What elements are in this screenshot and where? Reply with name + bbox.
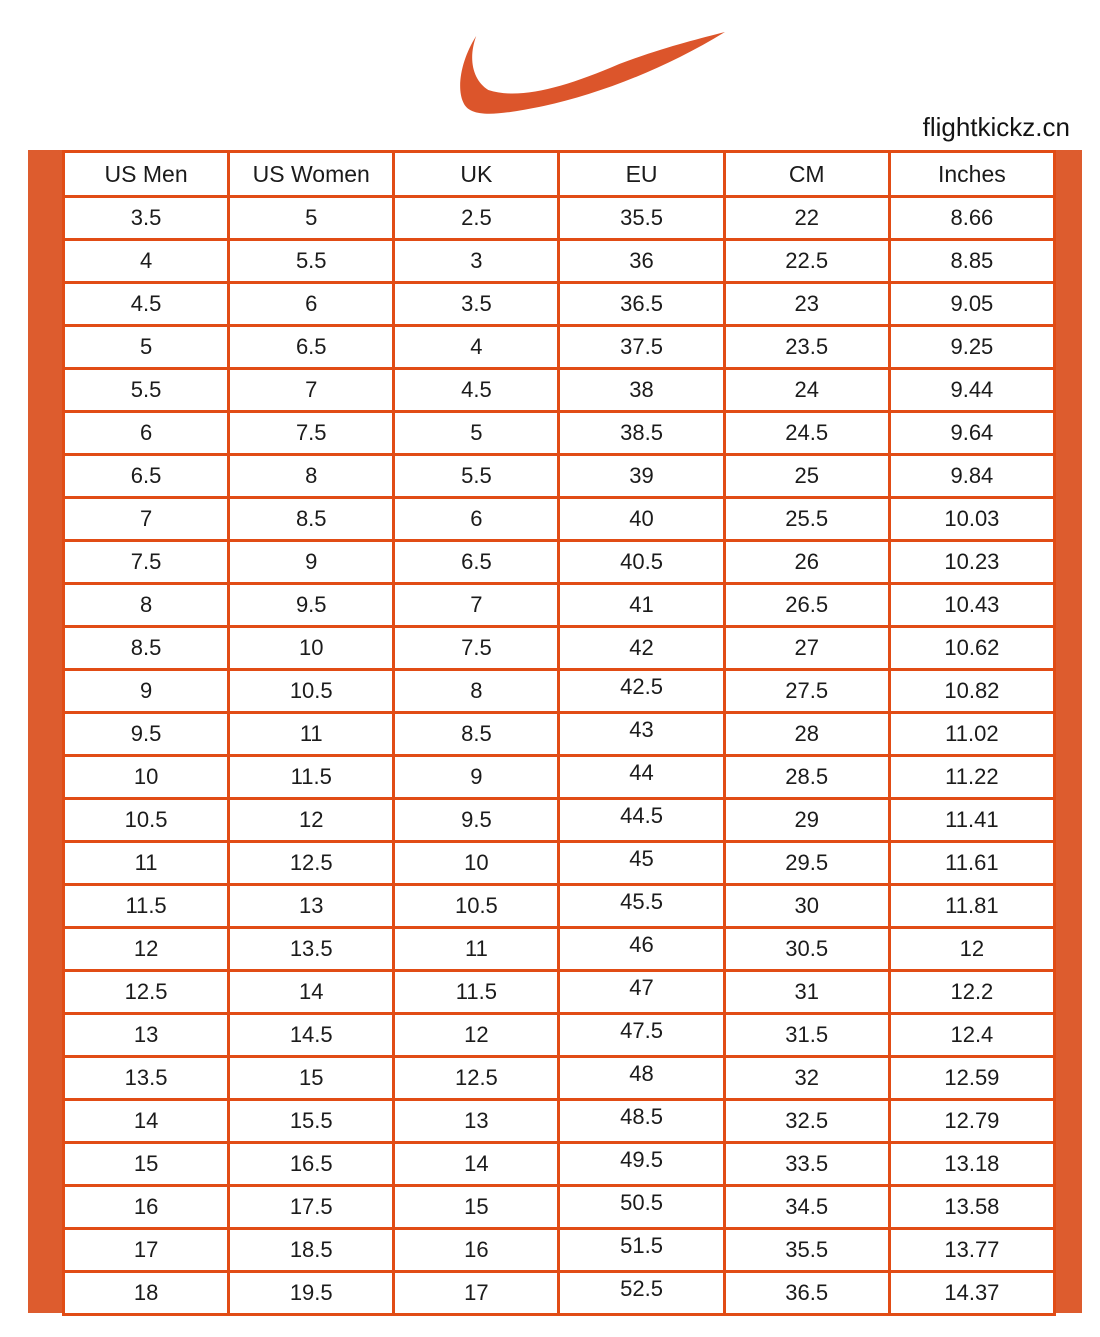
- table-cell: 16: [64, 1186, 229, 1229]
- table-cell: 14: [394, 1143, 559, 1186]
- table-cell: 16: [394, 1229, 559, 1272]
- table-cell: 8.5: [229, 498, 394, 541]
- table-cell: 12.4: [889, 1014, 1054, 1057]
- table-row: [64, 1229, 1055, 1272]
- table-cell: 27.5: [724, 670, 889, 713]
- table-cell: 6.5: [64, 455, 229, 498]
- table-cell: 10.5: [394, 885, 559, 928]
- table-row: [64, 584, 1055, 627]
- table-cell: 5.5: [64, 369, 229, 412]
- table-cell: 7.5: [229, 412, 394, 455]
- left-accent-band: [28, 150, 62, 1313]
- table-cell: 15.5: [229, 1100, 394, 1143]
- table-cell: 25: [724, 455, 889, 498]
- table-cell: 10.23: [889, 541, 1054, 584]
- table-cell: 11.61: [889, 842, 1054, 885]
- table-cell: 18.5: [229, 1229, 394, 1272]
- table-cell: 30: [724, 885, 889, 928]
- table-cell: 28.5: [724, 756, 889, 799]
- table-cell: 13: [394, 1100, 559, 1143]
- table-cell: 4: [394, 326, 559, 369]
- table-cell: 11.41: [889, 799, 1054, 842]
- table-cell: 10: [64, 756, 229, 799]
- table-cell: 40.5: [559, 541, 724, 584]
- table-cell: 24: [724, 369, 889, 412]
- table-cell: 4.5: [64, 283, 229, 326]
- table-row: [64, 971, 1055, 1014]
- table-cell: 8: [394, 670, 559, 713]
- table-row: [64, 1057, 1055, 1100]
- table-cell: 33.5: [724, 1143, 889, 1186]
- table-cell: 38: [559, 369, 724, 412]
- table-cell: 46: [559, 928, 724, 971]
- table-cell: 8.66: [889, 197, 1054, 240]
- table-cell: 11.81: [889, 885, 1054, 928]
- table-cell: 6.5: [229, 326, 394, 369]
- table-cell: 11: [229, 713, 394, 756]
- table-cell: 36: [559, 240, 724, 283]
- table-cell: 29: [724, 799, 889, 842]
- table-row: [64, 412, 1055, 455]
- table-cell: 41: [559, 584, 724, 627]
- column-header: Inches: [889, 152, 1054, 197]
- table-cell: 39: [559, 455, 724, 498]
- table-cell: 12.5: [64, 971, 229, 1014]
- table-cell: 3: [394, 240, 559, 283]
- table-row: [64, 1186, 1055, 1229]
- table-cell: 25.5: [724, 498, 889, 541]
- table-cell: 2.5: [394, 197, 559, 240]
- table-row: [64, 842, 1055, 885]
- column-header: UK: [394, 152, 559, 197]
- table-cell: 11.5: [64, 885, 229, 928]
- table-cell: 26: [724, 541, 889, 584]
- table-row: [64, 1100, 1055, 1143]
- table-cell: 11.22: [889, 756, 1054, 799]
- table-cell: 12: [889, 928, 1054, 971]
- table-cell: 5: [229, 197, 394, 240]
- table-row: [64, 627, 1055, 670]
- table-cell: 9.84: [889, 455, 1054, 498]
- table-row: [64, 541, 1055, 584]
- table-cell: 9.5: [229, 584, 394, 627]
- table-cell: 34.5: [724, 1186, 889, 1229]
- table-cell: 13.5: [64, 1057, 229, 1100]
- table-cell: 24.5: [724, 412, 889, 455]
- table-row: [64, 240, 1055, 283]
- table-cell: 14: [64, 1100, 229, 1143]
- table-cell: 14.5: [229, 1014, 394, 1057]
- table-cell: 18: [64, 1272, 229, 1315]
- table-row: [64, 197, 1055, 240]
- table-cell: 12.5: [394, 1057, 559, 1100]
- table-row: [64, 885, 1055, 928]
- table-cell: 31: [724, 971, 889, 1014]
- table-cell: 51.5: [559, 1229, 724, 1272]
- table-cell: 36.5: [559, 283, 724, 326]
- table-cell: 11: [64, 842, 229, 885]
- table-cell: 12: [394, 1014, 559, 1057]
- table-row: [64, 1272, 1055, 1315]
- watermark-text: flightkickz.cn: [922, 112, 1070, 142]
- table-cell: 4.5: [394, 369, 559, 412]
- table-cell: 9: [394, 756, 559, 799]
- table-cell: 10.62: [889, 627, 1054, 670]
- table-cell: 11.02: [889, 713, 1054, 756]
- table-cell: 30.5: [724, 928, 889, 971]
- nike-logo: [448, 24, 730, 124]
- table-cell: 47: [559, 971, 724, 1014]
- table-cell: 42: [559, 627, 724, 670]
- table-cell: 9.5: [64, 713, 229, 756]
- table-cell: 31.5: [724, 1014, 889, 1057]
- table-cell: 13: [64, 1014, 229, 1057]
- table-cell: 29.5: [724, 842, 889, 885]
- table-cell: 7: [394, 584, 559, 627]
- table-cell: 9.44: [889, 369, 1054, 412]
- table-row: [64, 799, 1055, 842]
- table-row: [64, 1143, 1055, 1186]
- table-cell: 4: [64, 240, 229, 283]
- table-cell: 13.5: [229, 928, 394, 971]
- table-cell: 23: [724, 283, 889, 326]
- table-cell: 17: [64, 1229, 229, 1272]
- table-cell: 6: [229, 283, 394, 326]
- table-cell: 12: [64, 928, 229, 971]
- table-cell: 10: [229, 627, 394, 670]
- table-cell: 5: [394, 412, 559, 455]
- table-cell: 11.5: [394, 971, 559, 1014]
- table-row: [64, 498, 1055, 541]
- table-cell: 3.5: [64, 197, 229, 240]
- table-row: [64, 713, 1055, 756]
- table-cell: 9: [64, 670, 229, 713]
- table-cell: 10.5: [64, 799, 229, 842]
- table-cell: 16.5: [229, 1143, 394, 1186]
- table-cell: 9: [229, 541, 394, 584]
- column-header: CM: [724, 152, 889, 197]
- table-row: [64, 369, 1055, 412]
- table-cell: 12.79: [889, 1100, 1054, 1143]
- table-cell: 9.64: [889, 412, 1054, 455]
- table-cell: 15: [229, 1057, 394, 1100]
- table-cell: 10.5: [229, 670, 394, 713]
- table-row: [64, 670, 1055, 713]
- table-cell: 49.5: [559, 1143, 724, 1186]
- table-cell: 28: [724, 713, 889, 756]
- table-cell: 32: [724, 1057, 889, 1100]
- table-cell: 26.5: [724, 584, 889, 627]
- table-cell: 10: [394, 842, 559, 885]
- table-cell: 52.5: [559, 1272, 724, 1315]
- table-cell: 43: [559, 713, 724, 756]
- size-chart: [28, 150, 1082, 1313]
- table-cell: 45.5: [559, 885, 724, 928]
- table-row: [64, 283, 1055, 326]
- table-row: [64, 455, 1055, 498]
- table-cell: 50.5: [559, 1186, 724, 1229]
- table-cell: 7.5: [64, 541, 229, 584]
- table-cell: 32.5: [724, 1100, 889, 1143]
- table-cell: 42.5: [559, 670, 724, 713]
- table-row: [64, 326, 1055, 369]
- table-cell: 6: [394, 498, 559, 541]
- table-cell: 9.05: [889, 283, 1054, 326]
- table-cell: 11.5: [229, 756, 394, 799]
- table-cell: 47.5: [559, 1014, 724, 1057]
- table-cell: 22: [724, 197, 889, 240]
- table-cell: 37.5: [559, 326, 724, 369]
- size-table: [62, 150, 1056, 1316]
- table-cell: 35.5: [724, 1229, 889, 1272]
- column-header: US Men: [64, 152, 229, 197]
- table-cell: 13.58: [889, 1186, 1054, 1229]
- table-cell: 9.5: [394, 799, 559, 842]
- table-cell: 27: [724, 627, 889, 670]
- table-cell: 10.82: [889, 670, 1054, 713]
- table-cell: 7: [229, 369, 394, 412]
- table-cell: 12.2: [889, 971, 1054, 1014]
- table-cell: 6.5: [394, 541, 559, 584]
- table-cell: 44: [559, 756, 724, 799]
- table-cell: 5.5: [394, 455, 559, 498]
- table-cell: 8.5: [394, 713, 559, 756]
- table-cell: 22.5: [724, 240, 889, 283]
- table-cell: 44.5: [559, 799, 724, 842]
- table-cell: 5: [64, 326, 229, 369]
- table-cell: 36.5: [724, 1272, 889, 1315]
- column-header: EU: [559, 152, 724, 197]
- table-cell: 14: [229, 971, 394, 1014]
- table-row: [64, 1014, 1055, 1057]
- table-cell: 12.59: [889, 1057, 1054, 1100]
- table-cell: 5.5: [229, 240, 394, 283]
- table-cell: 8.5: [64, 627, 229, 670]
- table-cell: 8: [229, 455, 394, 498]
- table-cell: 48: [559, 1057, 724, 1100]
- nike-swoosh-icon: [448, 24, 730, 124]
- table-cell: 35.5: [559, 197, 724, 240]
- column-header: US Women: [229, 152, 394, 197]
- table-cell: 3.5: [394, 283, 559, 326]
- table-cell: 15: [394, 1186, 559, 1229]
- right-accent-band: [1056, 150, 1082, 1313]
- header-row: [64, 152, 1055, 197]
- table-cell: 40: [559, 498, 724, 541]
- table-cell: 14.37: [889, 1272, 1054, 1315]
- table-cell: 10.43: [889, 584, 1054, 627]
- table-cell: 17.5: [229, 1186, 394, 1229]
- table-cell: 23.5: [724, 326, 889, 369]
- table-cell: 7: [64, 498, 229, 541]
- table-cell: 15: [64, 1143, 229, 1186]
- table-cell: 8: [64, 584, 229, 627]
- table-cell: 13: [229, 885, 394, 928]
- table-cell: 38.5: [559, 412, 724, 455]
- table-cell: 13.77: [889, 1229, 1054, 1272]
- table-cell: 19.5: [229, 1272, 394, 1315]
- table-cell: 48.5: [559, 1100, 724, 1143]
- table-row: [64, 928, 1055, 971]
- table-cell: 12.5: [229, 842, 394, 885]
- table-cell: 13.18: [889, 1143, 1054, 1186]
- table-cell: 17: [394, 1272, 559, 1315]
- table-cell: 6: [64, 412, 229, 455]
- table-cell: 11: [394, 928, 559, 971]
- table-row: [64, 756, 1055, 799]
- table-cell: 45: [559, 842, 724, 885]
- table-cell: 12: [229, 799, 394, 842]
- table-cell: 8.85: [889, 240, 1054, 283]
- table-cell: 9.25: [889, 326, 1054, 369]
- table-cell: 10.03: [889, 498, 1054, 541]
- table-cell: 7.5: [394, 627, 559, 670]
